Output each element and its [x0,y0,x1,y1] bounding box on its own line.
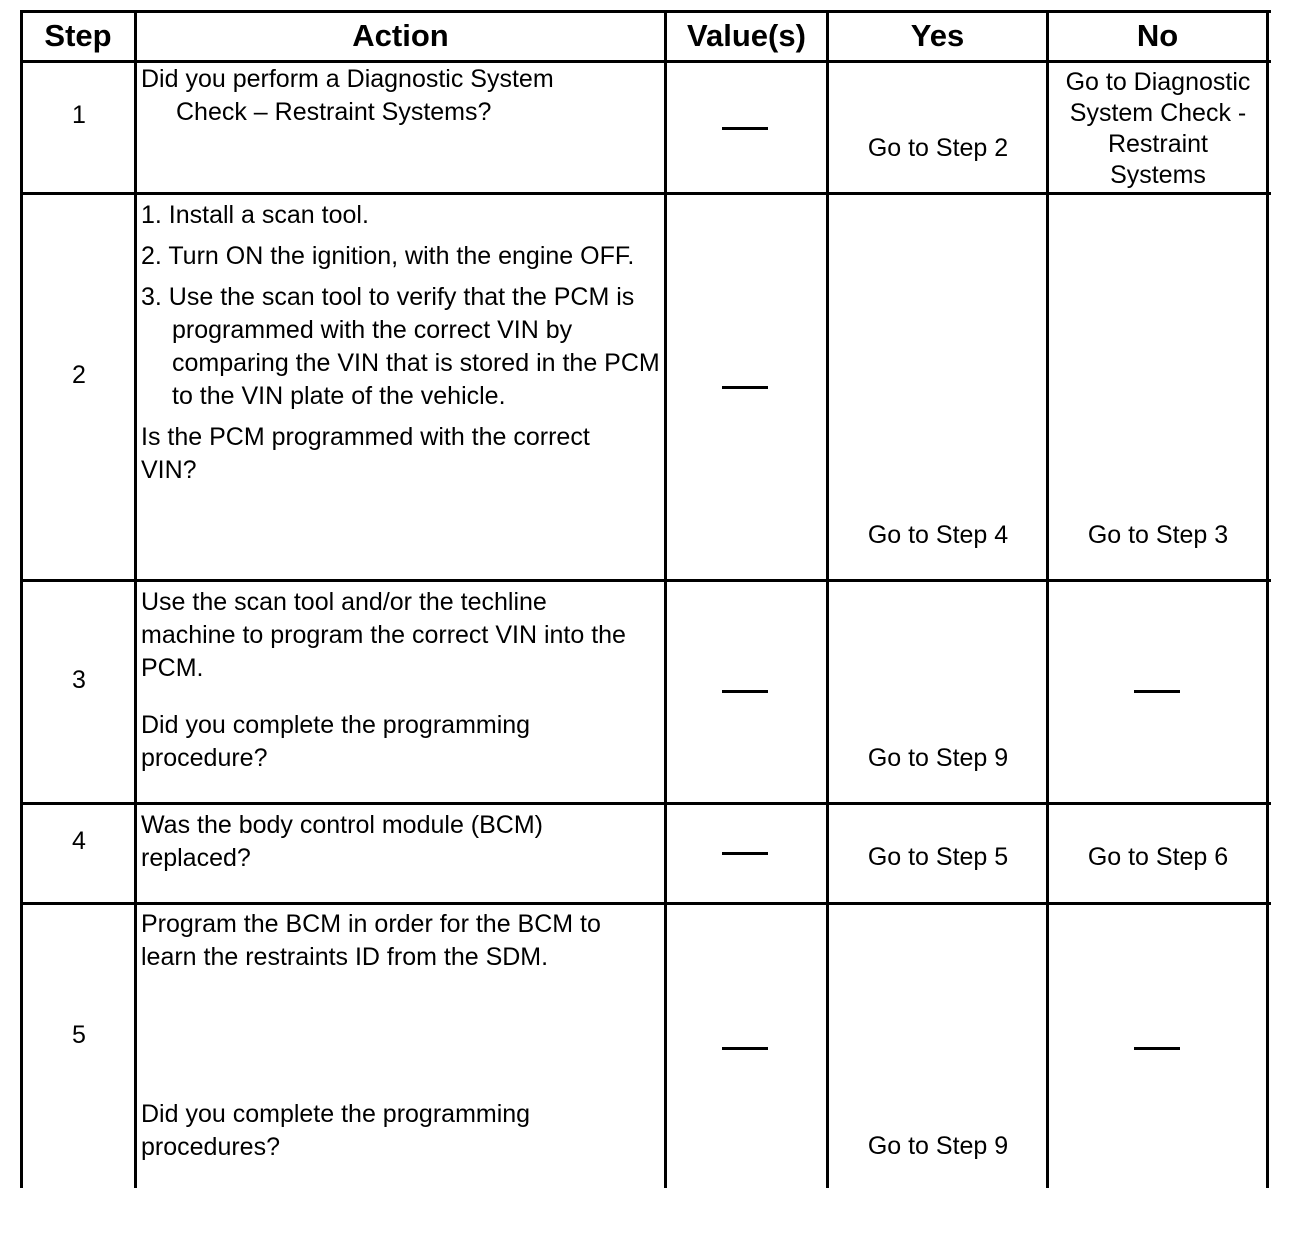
no-dash [1134,1047,1180,1050]
header-action: Action [352,18,449,53]
step-number: 4 [72,827,86,855]
no-line: System Check - [1069,99,1247,127]
action-text: Was the body control module (BCM) replaced? [141,811,544,872]
row-divider-2 [20,579,1271,582]
value-dash [722,852,768,855]
header-yes: Yes [910,18,965,53]
no-line: Restraint [1107,130,1209,158]
action-text [141,63,663,129]
column-divider-action [664,10,667,1188]
value-dash [722,127,768,130]
row-divider-4 [20,902,1271,905]
no-dash [1134,690,1180,693]
question-text: Did you complete the programming procedure? [141,711,531,772]
list-item: 1. Install a scan tool. [141,201,369,229]
yes-action: Go to Step 5 [867,843,1009,871]
no-action [1049,67,1267,191]
step-number: 5 [72,1021,86,1049]
list-item: 3. Use the scan tool to verify that the PCM is programmed with the correct VIN by comparing the VIN that is stored in the PCM to the VIN plate of the vehicle. [141,283,660,410]
column-divider-step [134,10,137,1188]
table-border-left [20,10,23,1188]
action-line: Use the scan tool and/or the techline machine to program the correct VIN into the PCM. [141,588,626,682]
action-text [141,586,663,775]
no-action: Go to Step 6 [1087,843,1229,871]
action-text [141,199,663,487]
question-text: Did you complete the programming procedures? [141,1100,531,1161]
header-no: No [1136,18,1179,53]
value-dash [722,386,768,389]
action-line: Check – Restraint Systems? [176,98,492,126]
row-divider-1 [20,192,1271,195]
question-text: Is the PCM programmed with the correct VIN? [141,423,590,484]
action-line: Did you perform a Diagnostic System [141,65,554,93]
yes-action: Go to Step 2 [867,134,1009,162]
table-border-top [20,10,1271,13]
column-divider-values [826,10,829,1188]
value-dash [722,1047,768,1050]
action-text: Program the BCM in order for the BCM to learn the restraints ID from the SDM. [141,910,601,971]
yes-action: Go to Step 4 [867,521,1009,549]
list-item: 2. Turn ON the ignition, with the engine OFF. [141,242,635,270]
header-step: Step [44,18,112,53]
step-number: 1 [72,101,86,129]
row-divider-3 [20,802,1271,805]
no-action: Go to Step 3 [1087,521,1229,549]
yes-action: Go to Step 9 [867,744,1009,772]
no-line: Go to Diagnostic [1065,68,1251,96]
step-number: 3 [72,666,86,694]
value-dash [722,690,768,693]
step-number: 2 [72,361,86,389]
yes-action: Go to Step 9 [867,1132,1009,1160]
header-values: Value(s) [687,18,806,53]
no-line: Systems [1110,161,1206,189]
